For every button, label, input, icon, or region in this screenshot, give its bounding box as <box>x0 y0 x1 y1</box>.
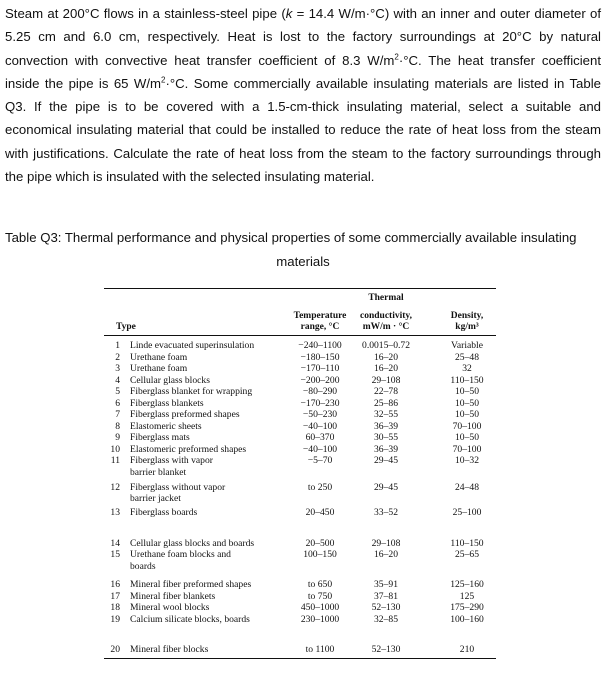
exponent-2: 2 <box>161 75 166 85</box>
row-type-line: Elastomeric sheets <box>130 420 202 432</box>
row-number: 8 <box>115 420 120 432</box>
row-density: 25–65 <box>455 549 479 560</box>
row-type <box>130 444 290 456</box>
row-temperature-range: 100–150 <box>303 549 337 560</box>
row-thermal-conductivity: 36–39 <box>374 443 398 455</box>
row-number: 16 <box>110 579 120 590</box>
row-temperature-range: −50–230 <box>302 409 338 420</box>
row-density: 10–50 <box>455 409 479 420</box>
row-thermal-conductivity: 29–108 <box>371 537 401 549</box>
row-type-line: Fiberglass with vapor <box>130 455 213 466</box>
row-number: 3 <box>115 363 120 374</box>
row-type <box>130 386 290 398</box>
table-row <box>104 538 496 550</box>
row-type <box>130 409 290 421</box>
row-thermal-conductivity: 32–55 <box>374 409 398 420</box>
row-density: 10–50 <box>455 386 479 397</box>
table-row <box>104 421 496 433</box>
row-number: 13 <box>110 507 120 518</box>
table-row <box>104 549 496 572</box>
row-density: 175–290 <box>450 602 484 613</box>
row-thermal-conductivity: 0.0015–0.72 <box>362 339 410 351</box>
problem-statement <box>5 2 601 188</box>
row-type <box>130 482 290 505</box>
row-thermal-conductivity: 16–20 <box>374 351 398 363</box>
table-row <box>104 614 496 626</box>
row-type-line: Fiberglass boards <box>130 507 198 518</box>
row-thermal-conductivity: 32–85 <box>374 613 398 625</box>
table-row <box>104 602 496 614</box>
table-header <box>104 289 496 335</box>
row-temperature-range: to 250 <box>307 481 333 493</box>
row-number: 14 <box>110 537 120 549</box>
table-row <box>104 352 496 364</box>
row-type <box>130 421 290 433</box>
problem-text-3: ·°C. The heat transfer coefficient inside the pipe is 65 W/m <box>5 52 601 91</box>
row-type-line: Mineral fiber blocks <box>130 644 209 655</box>
row-density: 110–150 <box>450 537 484 549</box>
row-type <box>130 363 290 375</box>
header-conductivity-line2: conductivity, <box>360 311 412 321</box>
row-thermal-conductivity: 16–20 <box>374 363 398 374</box>
row-density: 125–160 <box>450 579 484 590</box>
row-type <box>130 375 290 387</box>
table-row <box>104 375 496 387</box>
row-type-line: barrier jacket <box>130 493 181 505</box>
row-density: 25–100 <box>452 507 482 518</box>
row-type-line: Fiberglass blankets <box>130 397 204 409</box>
table-row <box>104 409 496 421</box>
row-temperature-range: 450–1000 <box>300 602 340 613</box>
table-bottom-rule <box>104 658 496 659</box>
row-temperature-range: −170–230 <box>300 397 340 409</box>
row-thermal-conductivity: 33–52 <box>374 507 398 518</box>
header-conductivity-line3: mW/m · °C <box>362 322 410 332</box>
row-thermal-conductivity: 36–39 <box>374 420 398 432</box>
header-density-line2: kg/m³ <box>455 322 479 332</box>
row-temperature-range: −40–100 <box>302 420 338 432</box>
caption-line-1: Table Q3: Thermal performance and physical properties of some commercially available insulating <box>5 230 577 245</box>
table-row <box>104 363 496 375</box>
row-density: 24–48 <box>455 481 479 493</box>
table-row <box>104 398 496 410</box>
row-temperature-range: 20–500 <box>305 537 335 549</box>
row-temperature-range: −180–150 <box>300 351 340 363</box>
row-number: 19 <box>110 613 120 625</box>
row-type-line: Urethane foam <box>130 351 188 363</box>
row-type-line: Cellular glass blocks <box>130 374 210 386</box>
header-type: Type <box>116 322 136 332</box>
row-type-line: Fiberglass without vapor <box>130 481 226 493</box>
row-thermal-conductivity: 22–78 <box>374 386 398 397</box>
row-temperature-range: to 650 <box>307 579 333 590</box>
row-type-line: Urethane foam blocks and <box>130 549 231 560</box>
row-thermal-conductivity: 25–86 <box>374 397 398 409</box>
row-number: 11 <box>110 455 120 466</box>
header-conductivity-line1: Thermal <box>368 293 404 303</box>
row-type-line: Linde evacuated superinsulation <box>130 339 255 351</box>
row-number: 1 <box>115 339 120 351</box>
header-temperature <box>290 311 350 333</box>
row-type-line: barrier blanket <box>130 466 187 478</box>
row-temperature-range: −170–110 <box>300 363 340 374</box>
header-temperature-line1: Temperature <box>293 311 347 321</box>
row-density: Variable <box>451 339 483 351</box>
row-type-line: boards <box>130 560 156 572</box>
row-temperature-range: −240–1100 <box>298 339 342 351</box>
row-type-line: Fiberglass blanket for wrapping <box>130 386 253 397</box>
row-type-line: Fiberglass mats <box>130 432 190 443</box>
table-row <box>104 482 496 505</box>
row-type-line: Mineral fiber blankets <box>130 590 216 602</box>
row-type <box>130 644 290 656</box>
row-density: 10–50 <box>455 397 479 409</box>
row-temperature-range: to 750 <box>307 590 333 602</box>
caption-line-2: materials <box>276 254 330 269</box>
table-row <box>104 579 496 591</box>
row-density: 70–100 <box>452 443 482 455</box>
row-type <box>130 549 290 572</box>
row-thermal-conductivity: 29–45 <box>374 481 398 493</box>
row-type-line: Mineral wool blocks <box>130 602 210 613</box>
row-type <box>130 398 290 410</box>
table-row <box>104 591 496 603</box>
row-type-line: Urethane foam <box>130 363 188 374</box>
row-density: 210 <box>459 644 475 655</box>
row-thermal-conductivity: 29–108 <box>371 374 401 386</box>
row-thermal-conductivity: 16–20 <box>374 549 398 560</box>
header-temperature-line2: range, °C <box>300 322 340 332</box>
row-type <box>130 507 290 519</box>
row-thermal-conductivity: 29–45 <box>374 455 398 466</box>
row-thermal-conductivity: 37–81 <box>374 590 398 602</box>
row-type <box>130 432 290 444</box>
table-row <box>104 507 496 519</box>
row-density: 10–50 <box>455 432 479 443</box>
row-type-line: Mineral fiber preformed shapes <box>130 579 252 590</box>
row-thermal-conductivity: 52–130 <box>371 644 401 655</box>
row-density: 32 <box>462 363 472 374</box>
problem-text-2: = 14.4 W/m·°C) with an inner and outer diameter of 5.25 cm and 6.0 cm, respectively. Heat is lost to the factory surroundings at 20°C by natural convection with convective heat transfer coefficient of 8.3 W/m <box>5 6 602 68</box>
row-temperature-range: 20–450 <box>305 507 335 518</box>
row-number: 7 <box>115 409 120 420</box>
row-density: 70–100 <box>452 420 482 432</box>
row-type <box>130 538 290 550</box>
row-type-line: Fiberglass preformed shapes <box>130 409 240 420</box>
row-number: 12 <box>110 481 120 493</box>
problem-text-1: Steam at 200°C flows in a stainless-steel pipe ( <box>5 6 286 21</box>
row-density: 10–32 <box>455 455 479 466</box>
row-density: 100–160 <box>450 613 484 625</box>
insulation-table <box>104 288 496 659</box>
row-temperature-range: 230–1000 <box>300 613 340 625</box>
row-type <box>130 340 290 352</box>
row-thermal-conductivity: 52–130 <box>371 602 401 613</box>
row-temperature-range: −5–70 <box>307 455 333 466</box>
table-row <box>104 432 496 444</box>
table-row <box>104 340 496 352</box>
table-row <box>104 644 496 656</box>
row-number: 15 <box>110 549 120 560</box>
row-type-line: Elastomeric preformed shapes <box>130 443 247 455</box>
header-density <box>438 311 496 333</box>
table-row <box>104 444 496 456</box>
table-body <box>104 336 496 658</box>
row-temperature-range: −200–200 <box>300 374 340 386</box>
row-density: 125 <box>459 590 475 602</box>
table-row <box>104 386 496 398</box>
table-row <box>104 455 496 478</box>
row-temperature-range: to 1100 <box>305 644 335 655</box>
row-type <box>130 455 290 478</box>
header-conductivity <box>350 293 422 333</box>
row-type-line: Calcium silicate blocks, boards <box>130 613 250 625</box>
exponent-1: 2 <box>394 52 399 62</box>
row-type <box>130 579 290 591</box>
problem-text-4: ·°C. Some commercially available insulating materials are listed in Table Q3. If the pipe is to be covered with a 1.5-cm-thick insulating material, select a suitable and economical insulating material that could be installed to reduce the rate of heat loss from the steam with justifications. Calculate the rate of heat loss from the steam to the factory surroundings through the pipe which is insulated with the selected insulating material. <box>5 75 601 185</box>
row-type <box>130 614 290 626</box>
row-type <box>130 602 290 614</box>
row-density: 25–48 <box>455 351 479 363</box>
row-thermal-conductivity: 35–91 <box>374 579 398 590</box>
row-type <box>130 352 290 364</box>
row-number: 20 <box>110 644 120 655</box>
row-thermal-conductivity: 30–55 <box>374 432 398 443</box>
row-temperature-range: 60–370 <box>305 432 335 443</box>
row-number: 6 <box>115 397 120 409</box>
row-number: 18 <box>110 602 120 613</box>
row-density: 110–150 <box>450 374 484 386</box>
row-temperature-range: −80–290 <box>302 386 338 397</box>
row-number: 9 <box>115 432 120 443</box>
row-type <box>130 591 290 603</box>
row-number: 4 <box>115 374 120 386</box>
row-number: 2 <box>115 351 120 363</box>
row-type-line: Cellular glass blocks and boards <box>130 537 255 549</box>
header-density-line1: Density, <box>450 311 484 321</box>
table-caption <box>5 226 601 274</box>
conductivity-symbol: k <box>285 6 293 21</box>
row-number: 17 <box>110 590 120 602</box>
row-temperature-range: −40–100 <box>302 443 338 455</box>
row-number: 10 <box>110 443 120 455</box>
row-number: 5 <box>115 386 120 397</box>
